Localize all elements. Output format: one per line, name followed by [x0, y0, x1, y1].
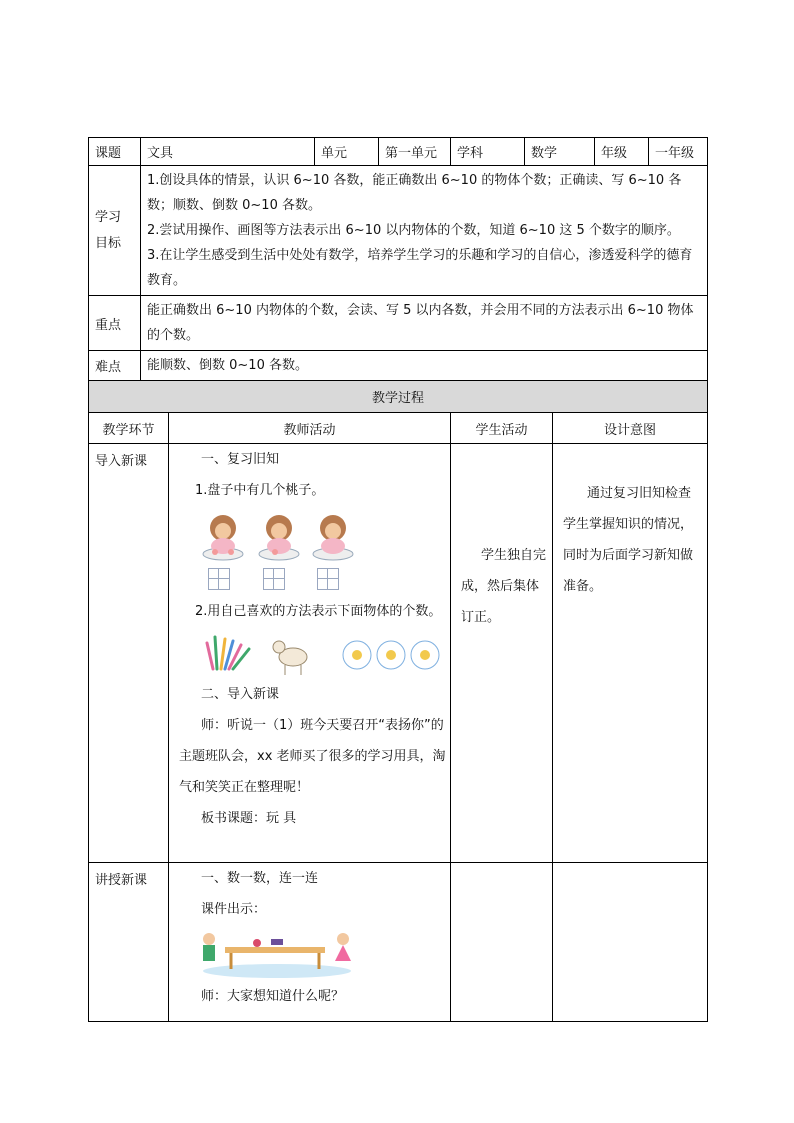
objectives-row	[89, 166, 708, 296]
objects-figure	[169, 627, 450, 679]
grade-value: 一年级	[649, 138, 708, 166]
unit-value: 第一单元	[379, 138, 451, 166]
subject-label: 学科	[451, 138, 525, 166]
col-student: 学生活动	[451, 413, 553, 444]
stage-intro: 导入新课	[89, 444, 169, 863]
board-title: 板书课题：玩 具	[201, 811, 297, 826]
kids-table-image	[197, 927, 357, 979]
student-activity-new	[451, 863, 553, 1022]
process-header-row	[89, 413, 708, 444]
process-title: 教学过程	[89, 381, 708, 413]
topic-label: 课题	[89, 138, 141, 166]
review-title: 一、复习旧知	[201, 452, 280, 467]
teacher-text: 师：听说一（1）班今天要召开“表扬你”的主题班队会，xx 老师买了很多的学习用具，淘气和笑笑正在整理呢！	[179, 718, 446, 795]
difficulty-row	[89, 351, 708, 381]
design-intent-new	[553, 863, 708, 1022]
difficulty-label: 难点	[89, 351, 141, 381]
col-teacher: 教师活动	[169, 413, 451, 444]
topic-value: 文具	[141, 138, 315, 166]
monkeys-figure	[169, 506, 450, 562]
difficulty-text: 能顺数、倒数 0~10 各数。	[141, 351, 708, 381]
teacher-question: 师：大家想知道什么呢？	[201, 989, 345, 1004]
col-design: 设计意图	[553, 413, 708, 444]
answer-boxes	[169, 562, 450, 596]
intro-title: 二、导入新课	[201, 687, 280, 702]
key-point-text: 能正确数出 6~10 内物体的个数，会读、写 5 以内各数，并会用不同的方法表示出 6~10 物体的个数。	[141, 296, 708, 351]
question-1: 1.盘子中有几个桃子。	[195, 483, 325, 498]
count-title: 一、数一数，连一连	[201, 871, 319, 886]
objective-1: 1.创设具体的情景，认识 6~10 各数，能正确数出 6~10 的物体个数；正确读、写 6~10 各数；顺数、倒数 0~10 各数。	[147, 173, 682, 213]
objective-3: 3.在让学生感受到生活中处处有数学，培养学生学习的乐趣和学习的自信心，渗透爱科学的德育教育。	[147, 248, 693, 288]
subject-value: 数学	[525, 138, 595, 166]
courseware-label: 课件出示：	[201, 902, 267, 917]
section-new-row	[89, 863, 708, 1022]
flowers	[343, 641, 439, 669]
section-intro-row	[89, 444, 708, 863]
objects-image	[205, 629, 445, 677]
unit-label: 单元	[315, 138, 379, 166]
student-activity-intro: 学生独自完成，然后集体订正。	[451, 444, 553, 863]
answer-box[interactable]	[208, 568, 230, 590]
key-point-label: 重点	[89, 296, 141, 351]
answer-box[interactable]	[263, 568, 285, 590]
classroom-figure	[169, 925, 450, 981]
objectives-label: 学习 目标	[89, 166, 141, 296]
lesson-plan	[88, 137, 707, 1022]
monkey-plates-image	[199, 508, 359, 564]
answer-box[interactable]	[317, 568, 339, 590]
header-row	[89, 138, 708, 166]
teacher-activity-intro	[169, 444, 451, 863]
question-2: 2.用自己喜欢的方法表示下面物体的个数。	[195, 604, 442, 619]
key-point-row	[89, 296, 708, 351]
grade-label: 年级	[595, 138, 649, 166]
objectives-text	[141, 166, 708, 296]
lesson-plan-table	[88, 137, 708, 1022]
stage-new: 讲授新课	[89, 863, 169, 1022]
col-stage: 教学环节	[89, 413, 169, 444]
design-intent-intro: 通过复习旧知检查学生掌握知识的情况，同时为后面学习新知做准备。	[553, 444, 708, 863]
process-band	[89, 381, 708, 413]
teacher-activity-new	[169, 863, 451, 1022]
objective-2: 2.尝试用操作、画图等方法表示出 6~10 以内物体的个数，知道 6~10 这 5 个数字的顺序。	[147, 223, 680, 238]
